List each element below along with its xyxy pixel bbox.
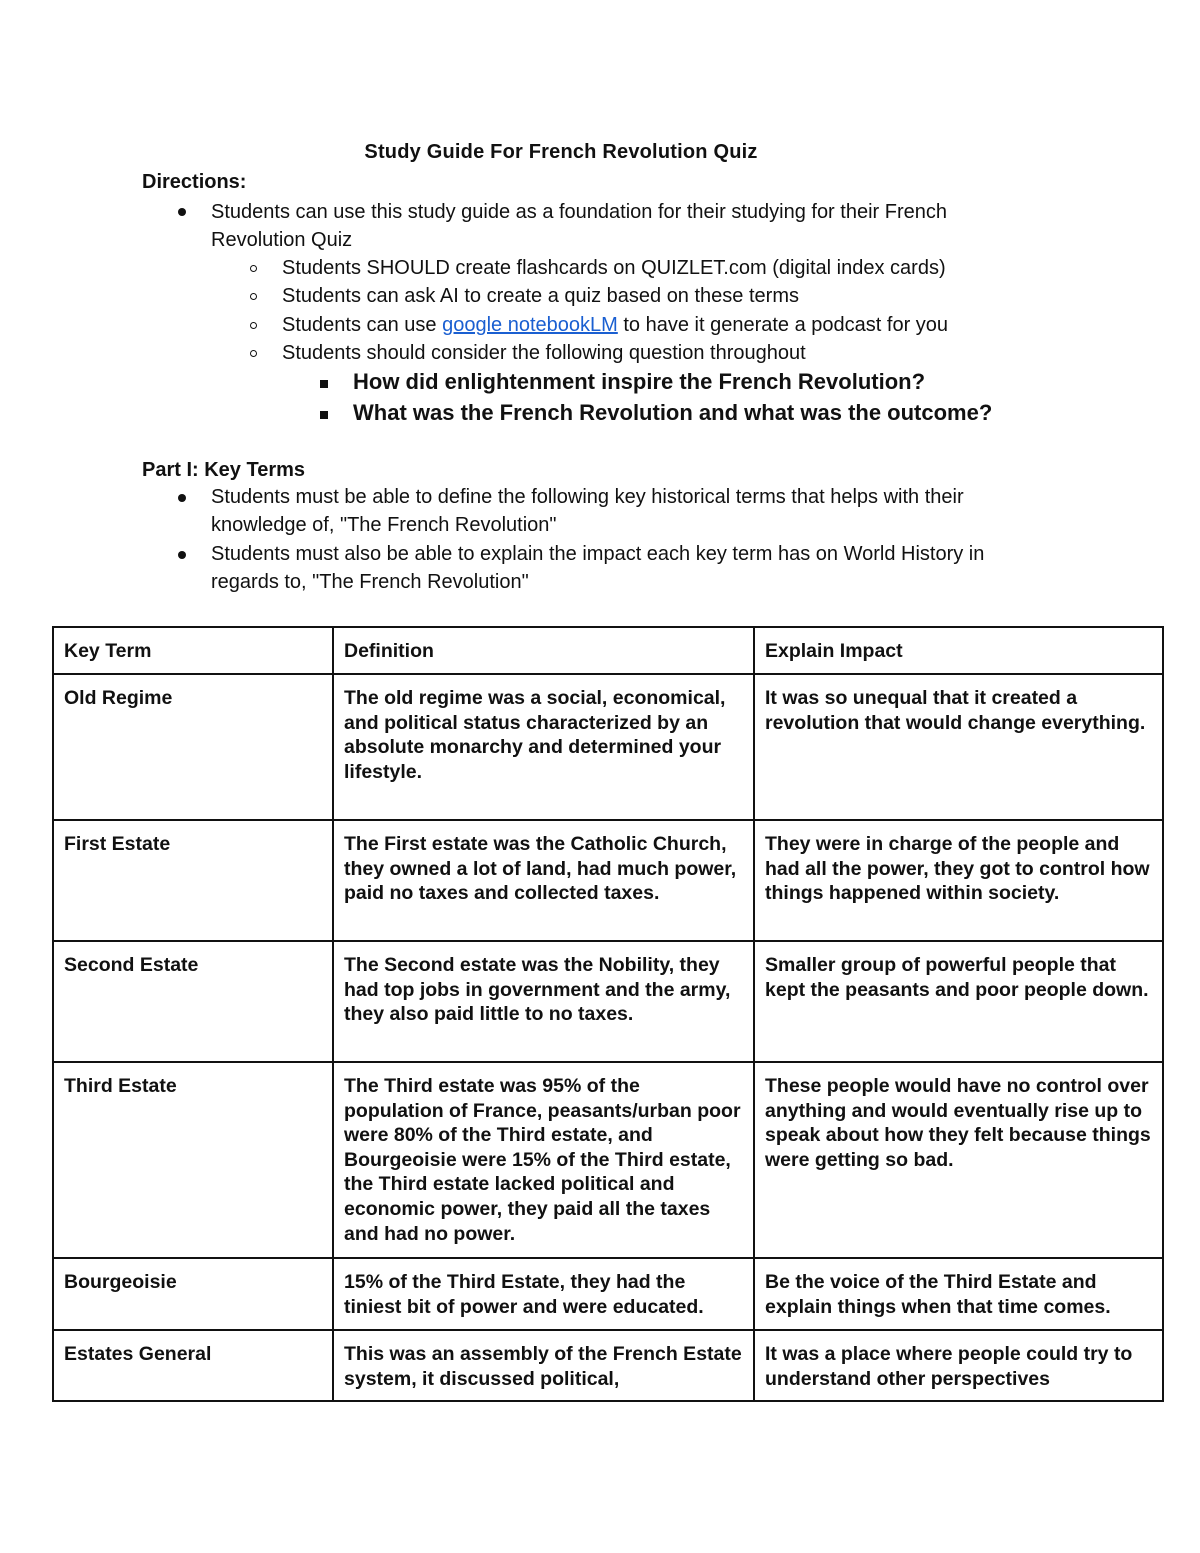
table-row: [53, 1330, 1163, 1402]
directions-sub-3-after: to have it generate a podcast for you: [617, 314, 949, 336]
notebooklm-link[interactable]: google notebookLM: [442, 314, 618, 336]
directions-sub-3-before: Students can use: [282, 314, 443, 336]
table-row: [53, 820, 1163, 941]
key-terms-table: [52, 626, 1164, 1402]
definition-cell: The Second estate was the Nobility, they had top jobs in government and the army, they also paid little to no taxes.: [333, 941, 754, 1062]
impact-cell: They were in charge of the people and had all the power, they got to control how things happened within society.: [754, 820, 1163, 941]
impact-cell: It was so unequal that it created a revolution that would change everything.: [754, 674, 1163, 820]
term-cell: First Estate: [53, 820, 333, 941]
directions-heading: Directions:: [142, 171, 247, 193]
impact-cell: It was a place where people could try to understand other perspectives: [754, 1330, 1163, 1402]
directions-sub-1: Students SHOULD create flashcards on QUIZLET.com (digital index cards): [282, 257, 946, 279]
page-cut-divider: [52, 1400, 1162, 1402]
question-2: What was the French Revolution and what was the outcome?: [353, 400, 993, 425]
bullet-dot-icon: [178, 208, 186, 216]
bullet-ring-icon: [250, 350, 257, 357]
directions-sub-3: [282, 311, 948, 339]
impact-cell: Be the voice of the Third Estate and explain things when that time comes.: [754, 1258, 1163, 1330]
directions-bullet-1-line-2: Revolution Quiz: [211, 229, 353, 251]
impact-cell: Smaller group of powerful people that kept the peasants and poor people down.: [754, 941, 1163, 1062]
header-explain-impact: Explain Impact: [754, 627, 1163, 674]
definition-cell: The old regime was a social, economical, and political status characterized by an absolute monarchy and determined your lifestyle.: [333, 674, 754, 820]
definition-cell: The Third estate was 95% of the population of France, peasants/urban poor were 80% of the Third estate, and Bourgeoisie were 15% of the Third estate, the Third estate lacked political and economic power, they paid all the taxes and had no power.: [333, 1062, 754, 1258]
directions-sub-4: Students should consider the following question throughout: [282, 342, 806, 364]
header-key-term: Key Term: [53, 627, 333, 674]
part-1-bullet-1-line-1: Students must be able to define the following key historical terms that helps with their: [211, 486, 964, 508]
part-1-bullet-1-line-2: knowledge of, "The French Revolution": [211, 514, 557, 536]
definition-cell: The First estate was the Catholic Church, they owned a lot of land, had much power, paid no taxes and collected taxes.: [333, 820, 754, 941]
term-cell: Estates General: [53, 1330, 333, 1402]
bullet-ring-icon: [250, 265, 257, 272]
bullet-square-icon: [320, 411, 328, 419]
part-1-bullet-2-line-2: regards to, "The French Revolution": [211, 571, 529, 593]
term-cell: Bourgeoisie: [53, 1258, 333, 1330]
part-1-heading: Part I: Key Terms: [142, 459, 306, 481]
term-cell: Second Estate: [53, 941, 333, 1062]
term-cell: Third Estate: [53, 1062, 333, 1258]
page-title: Study Guide For French Revolution Quiz: [364, 141, 758, 163]
definition-cell: 15% of the Third Estate, they had the tiniest bit of power and were educated.: [333, 1258, 754, 1330]
header-definition: Definition: [333, 627, 754, 674]
table-row: [53, 674, 1163, 820]
table-header-row: [53, 627, 1163, 674]
impact-cell: These people would have no control over anything and would eventually rise up to speak about how they felt because things were getting so bad.: [754, 1062, 1163, 1258]
table-row: [53, 1258, 1163, 1330]
definition-cell: This was an assembly of the French Estate system, it discussed political,: [333, 1330, 754, 1402]
bullet-square-icon: [320, 380, 328, 388]
bullet-ring-icon: [250, 322, 257, 329]
bullet-ring-icon: [250, 293, 257, 300]
directions-bullet-1-line-1: Students can use this study guide as a foundation for their studying for their French: [211, 201, 947, 223]
term-cell: Old Regime: [53, 674, 333, 820]
bullet-dot-icon: [178, 551, 186, 559]
directions-sub-2: Students can ask AI to create a quiz based on these terms: [282, 285, 799, 307]
table-row: [53, 1062, 1163, 1258]
part-1-bullet-2-line-1: Students must also be able to explain the impact each key term has on World History in: [211, 543, 985, 565]
bullet-dot-icon: [178, 494, 186, 502]
question-1: How did enlightenment inspire the French Revolution?: [353, 369, 926, 394]
table-row: [53, 941, 1163, 1062]
